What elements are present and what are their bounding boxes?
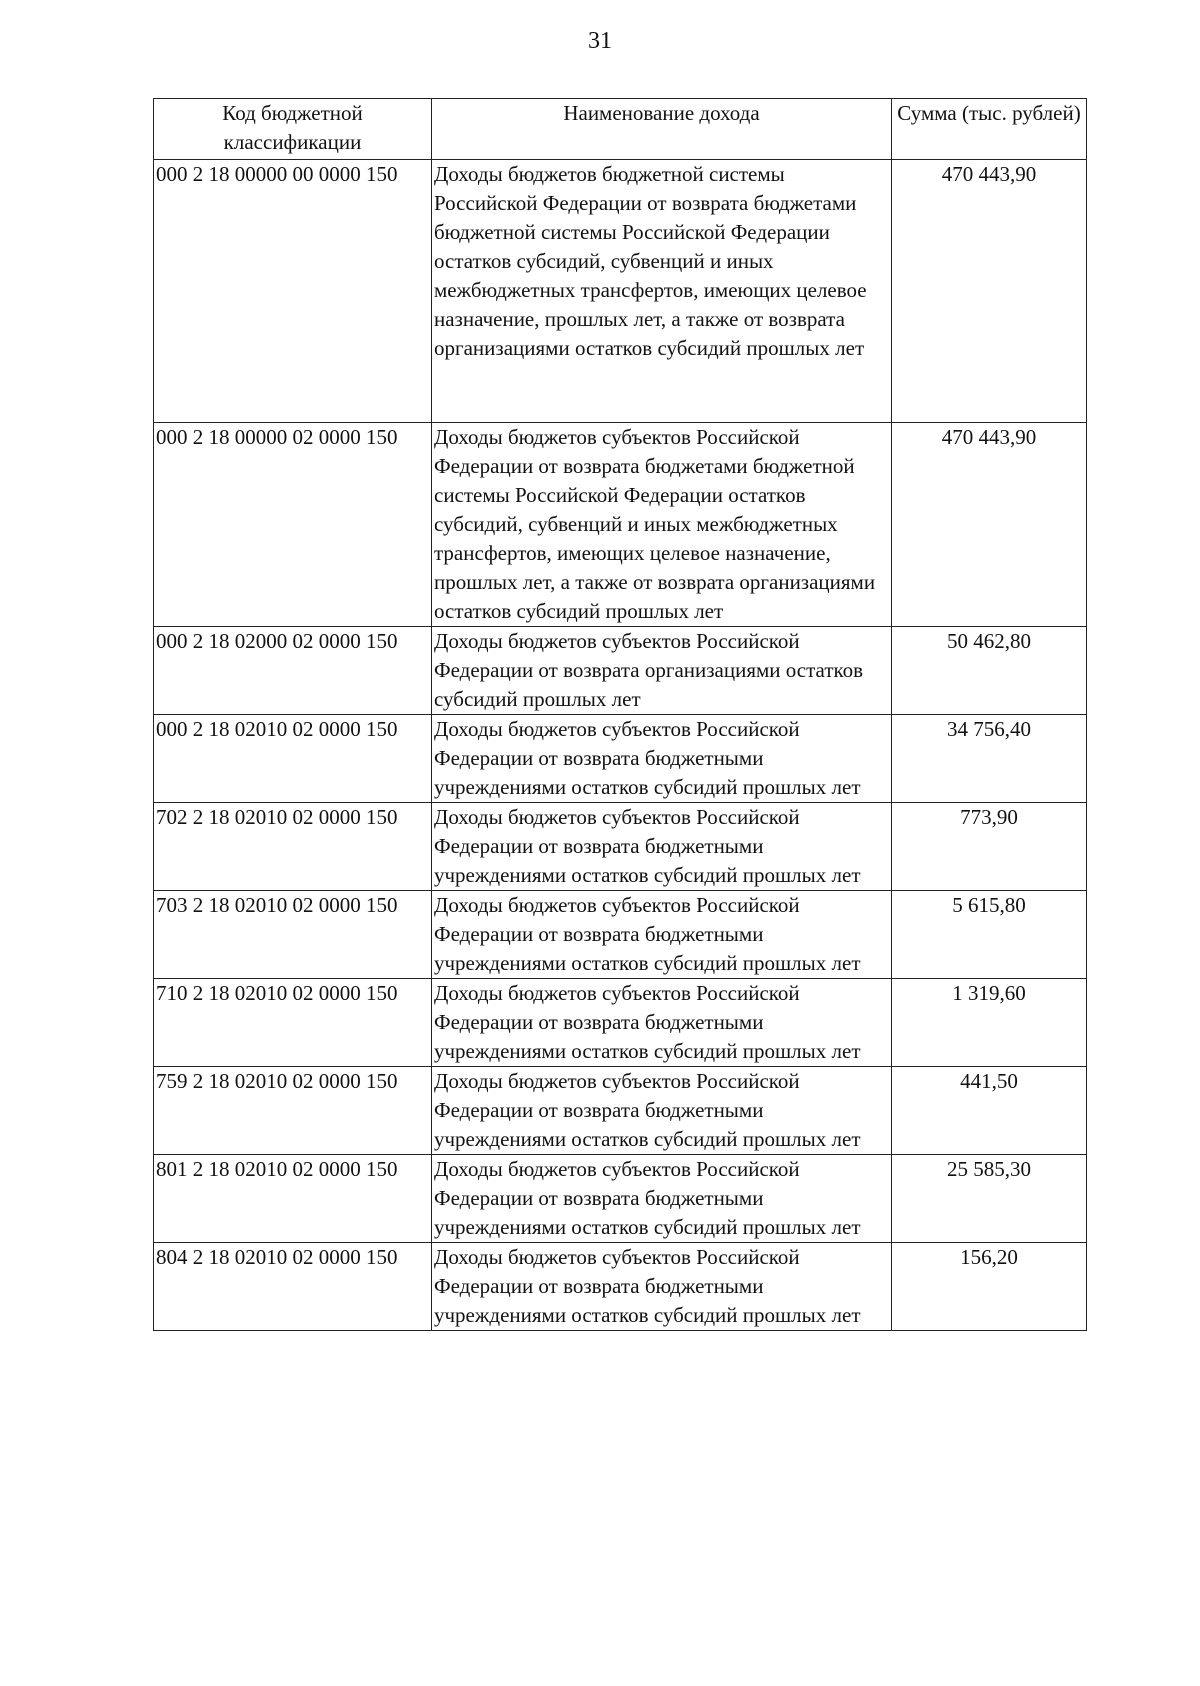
cell-sum: 441,50 bbox=[892, 1067, 1087, 1155]
cell-code: 703 2 18 02010 02 0000 150 bbox=[154, 891, 432, 979]
cell-code: 702 2 18 02010 02 0000 150 bbox=[154, 803, 432, 891]
revenue-table bbox=[153, 98, 1087, 1331]
page-number: 31 bbox=[588, 28, 612, 54]
cell-code: 000 2 18 00000 02 0000 150 bbox=[154, 423, 432, 627]
cell-name: Доходы бюджетов субъектов Российской Федерации от возврата бюджетными учреждениями остатков субсидий прошлых лет bbox=[432, 1155, 892, 1243]
header-name: Наименование дохода bbox=[432, 99, 892, 160]
cell-sum: 470 443,90 bbox=[892, 160, 1087, 423]
cell-name: Доходы бюджетов субъектов Российской Федерации от возврата бюджетами бюджетной системы Российской Федерации остатков субсидий, субвенций и иных межбюджетных трансфертов, имеющих целевое назначение, прошлых лет, а также от возврата организациями остатков субсидий прошлых лет bbox=[432, 423, 892, 627]
cell-sum: 25 585,30 bbox=[892, 1155, 1087, 1243]
header-code: Код бюджетной классификации bbox=[154, 99, 432, 160]
table-row bbox=[154, 979, 1087, 1067]
cell-sum: 470 443,90 bbox=[892, 423, 1087, 627]
table-row bbox=[154, 1067, 1087, 1155]
cell-name: Доходы бюджетов субъектов Российской Федерации от возврата бюджетными учреждениями остатков субсидий прошлых лет bbox=[432, 1243, 892, 1331]
table-row bbox=[154, 803, 1087, 891]
table-row bbox=[154, 715, 1087, 803]
cell-name: Доходы бюджетов субъектов Российской Федерации от возврата бюджетными учреждениями остатков субсидий прошлых лет bbox=[432, 1067, 892, 1155]
cell-sum: 5 615,80 bbox=[892, 891, 1087, 979]
cell-code: 710 2 18 02010 02 0000 150 bbox=[154, 979, 432, 1067]
cell-code: 804 2 18 02010 02 0000 150 bbox=[154, 1243, 432, 1331]
cell-name: Доходы бюджетов субъектов Российской Федерации от возврата бюджетными учреждениями остатков субсидий прошлых лет bbox=[432, 803, 892, 891]
table-row bbox=[154, 1155, 1087, 1243]
table-header-row bbox=[154, 99, 1087, 160]
table-row bbox=[154, 423, 1087, 627]
cell-name: Доходы бюджетов субъектов Российской Федерации от возврата бюджетными учреждениями остатков субсидий прошлых лет bbox=[432, 715, 892, 803]
cell-name: Доходы бюджетов субъектов Российской Федерации от возврата бюджетными учреждениями остатков субсидий прошлых лет bbox=[432, 979, 892, 1067]
cell-sum: 156,20 bbox=[892, 1243, 1087, 1331]
cell-sum: 50 462,80 bbox=[892, 627, 1087, 715]
cell-name: Доходы бюджетов бюджетной системы Российской Федерации от возврата бюджетами бюджетной системы Российской Федерации остатков субсидий, субвенций и иных межбюджетных трансфертов, имеющих целевое назначение, прошлых лет, а также от возврата организациями остатков субсидий прошлых лет bbox=[432, 160, 892, 423]
table-row bbox=[154, 891, 1087, 979]
cell-code: 000 2 18 02000 02 0000 150 bbox=[154, 627, 432, 715]
table-row bbox=[154, 627, 1087, 715]
cell-code: 000 2 18 00000 00 0000 150 bbox=[154, 160, 432, 423]
table-row bbox=[154, 1243, 1087, 1331]
cell-name: Доходы бюджетов субъектов Российской Федерации от возврата бюджетными учреждениями остатков субсидий прошлых лет bbox=[432, 891, 892, 979]
cell-code: 801 2 18 02010 02 0000 150 bbox=[154, 1155, 432, 1243]
cell-code: 000 2 18 02010 02 0000 150 bbox=[154, 715, 432, 803]
cell-name: Доходы бюджетов субъектов Российской Федерации от возврата организациями остатков субсидий прошлых лет bbox=[432, 627, 892, 715]
cell-sum: 1 319,60 bbox=[892, 979, 1087, 1067]
cell-sum: 773,90 bbox=[892, 803, 1087, 891]
cell-sum: 34 756,40 bbox=[892, 715, 1087, 803]
table-row bbox=[154, 160, 1087, 423]
header-sum: Сумма (тыс. рублей) bbox=[892, 99, 1087, 160]
cell-code: 759 2 18 02010 02 0000 150 bbox=[154, 1067, 432, 1155]
